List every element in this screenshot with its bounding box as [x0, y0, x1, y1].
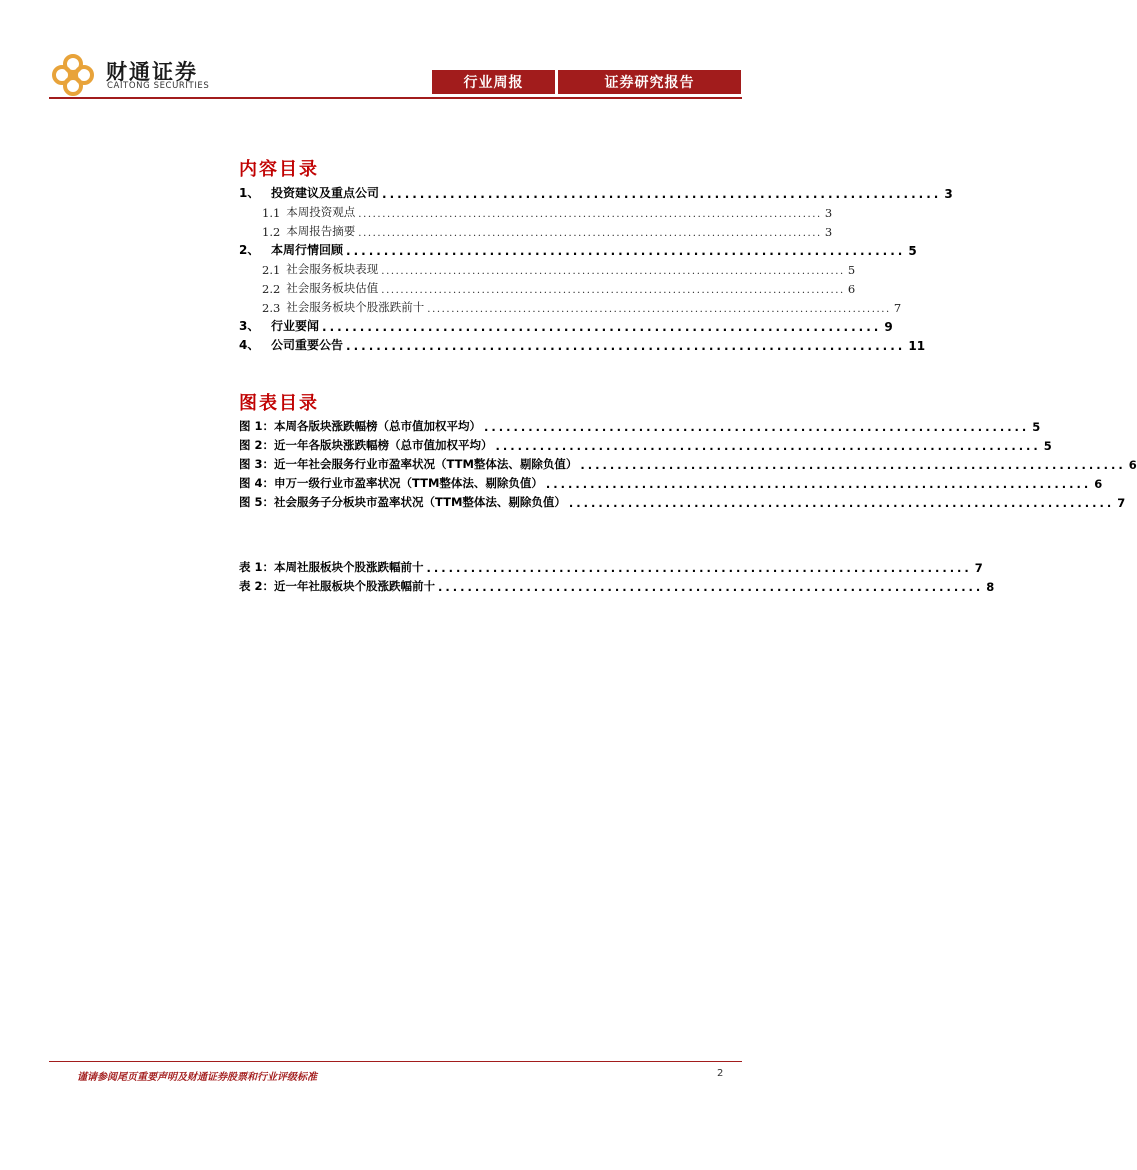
- toc-item-label: 本周投资观点: [286, 205, 356, 219]
- toc-leader-dots: .................................................................................................: [381, 266, 845, 277]
- figure-toc-item[interactable]: [239, 454, 1137, 472]
- footer-disclaimer: 谨请参阅尾页重要声明及财通证券股票和行业评级标准: [77, 1072, 317, 1083]
- figure-toc-page: 7: [1117, 496, 1126, 510]
- toc-leader-dots: .................................................................................................: [358, 209, 822, 220]
- table-toc-label: 表 1：本周社服板块个股涨跌幅前十: [239, 560, 424, 574]
- toc-item-number: 2.1: [262, 263, 281, 277]
- toc-item[interactable]: [239, 316, 893, 334]
- toc-item-page: 3: [824, 206, 833, 220]
- toc-item-label: 社会服务板块表现: [286, 262, 379, 276]
- toc-subitem[interactable]: [262, 259, 856, 277]
- toc-subitem[interactable]: [262, 297, 902, 315]
- toc-item-page: 5: [908, 244, 917, 258]
- toc-leader-dots: ..........................................................................: [346, 244, 906, 258]
- caitong-logo-icon: [50, 52, 96, 98]
- page-header: [0, 0, 827, 100]
- report-type-tag: 行业周报: [432, 70, 555, 94]
- toc-leader-dots: ..........................................................................: [346, 339, 906, 353]
- table-toc-label: 表 2：近一年社服板块个股涨跌幅前十: [239, 579, 436, 593]
- toc-item-number: 1、: [239, 186, 260, 200]
- header-divider: [49, 97, 742, 99]
- toc-item-number: 3、: [239, 319, 260, 333]
- toc-leader-dots: .................................................................................................: [381, 285, 845, 296]
- toc-item-page: 3: [824, 225, 833, 239]
- toc-item-page: 7: [893, 301, 902, 315]
- toc-item-number: 1.1: [262, 206, 281, 220]
- figures-toc-title: 图表目录: [239, 393, 319, 414]
- toc-leader-dots: ..........................................................................: [545, 477, 1092, 491]
- toc-item-label: 行业要闻: [271, 319, 320, 333]
- toc-item-page: 5: [847, 263, 856, 277]
- toc-item-label: 社会服务板块估值: [286, 281, 379, 295]
- table-toc-item[interactable]: [239, 576, 995, 594]
- toc-item-label: 投资建议及重点公司: [271, 186, 380, 200]
- figure-toc-item[interactable]: [239, 473, 1103, 491]
- figure-toc-label: 图 5：社会服务子分板块市盈率状况（TTM整体法、剔除负值）: [239, 495, 566, 509]
- footer-divider: [49, 1061, 742, 1062]
- logo-chinese-name: 财通证券: [106, 60, 198, 84]
- toc-leader-dots: ..........................................................................: [438, 580, 984, 594]
- toc-item-page: 9: [884, 320, 893, 334]
- toc-leader-dots: ..........................................................................: [495, 439, 1041, 453]
- figure-toc-page: 6: [1128, 458, 1137, 472]
- table-toc-item[interactable]: [239, 557, 983, 575]
- toc-item-number: 1.2: [262, 225, 281, 239]
- toc-item-number: 2.2: [262, 282, 281, 296]
- toc-item-page: 3: [944, 187, 953, 201]
- toc-item[interactable]: [239, 335, 926, 353]
- logo-english-name: CAITONG SECURITIES: [107, 81, 210, 91]
- toc-item-label: 公司重要公告: [271, 338, 344, 352]
- toc-leader-dots: ..........................................................................: [484, 420, 1030, 434]
- toc-leader-dots: ..........................................................................: [568, 496, 1115, 510]
- toc-item-number: 2、: [239, 243, 260, 257]
- toc-item-number: 2.3: [262, 301, 281, 315]
- toc-leader-dots: ..........................................................................: [580, 458, 1126, 472]
- report-category-tag: 证券研究报告: [558, 70, 741, 94]
- toc-leader-dots: .................................................................................................: [427, 304, 891, 315]
- figure-toc-item[interactable]: [239, 435, 1052, 453]
- toc-item[interactable]: [239, 183, 953, 201]
- toc-item-page: 6: [847, 282, 856, 296]
- toc-leader-dots: .................................................................................................: [358, 228, 822, 239]
- table-toc-page: 8: [986, 580, 995, 594]
- figure-toc-label: 图 3：近一年社会服务行业市盈率状况（TTM整体法、剔除负值）: [239, 457, 578, 471]
- toc-leader-dots: ..........................................................................: [382, 187, 942, 201]
- toc-item-number: 4、: [239, 338, 260, 352]
- figure-toc-item[interactable]: [239, 492, 1126, 510]
- figure-toc-label: 图 1：本周各版块涨跌幅榜（总市值加权平均）: [239, 419, 482, 433]
- figure-toc-item[interactable]: [239, 416, 1041, 434]
- toc-item-label: 本周报告摘要: [286, 224, 356, 238]
- toc-subitem[interactable]: [262, 278, 856, 296]
- figure-toc-page: 5: [1043, 439, 1052, 453]
- toc-title: 内容目录: [239, 159, 319, 180]
- toc-subitem[interactable]: [262, 202, 833, 220]
- toc-item-label: 本周行情回顾: [271, 243, 344, 257]
- figure-toc-label: 图 4：申万一级行业市盈率状况（TTM整体法、剔除负值）: [239, 476, 543, 490]
- toc-item[interactable]: [239, 240, 917, 258]
- page-number: 2: [717, 1068, 724, 1079]
- figure-toc-label: 图 2：近一年各版块涨跌幅榜（总市值加权平均）: [239, 438, 493, 452]
- figure-toc-page: 5: [1032, 420, 1041, 434]
- toc-leader-dots: ..........................................................................: [322, 320, 882, 334]
- toc-leader-dots: ..........................................................................: [426, 561, 972, 575]
- toc-item-label: 社会服务板块个股涨跌前十: [286, 300, 425, 314]
- toc-subitem[interactable]: [262, 221, 833, 239]
- toc-item-page: 11: [908, 339, 926, 353]
- table-toc-page: 7: [974, 561, 983, 575]
- figure-toc-page: 6: [1094, 477, 1103, 491]
